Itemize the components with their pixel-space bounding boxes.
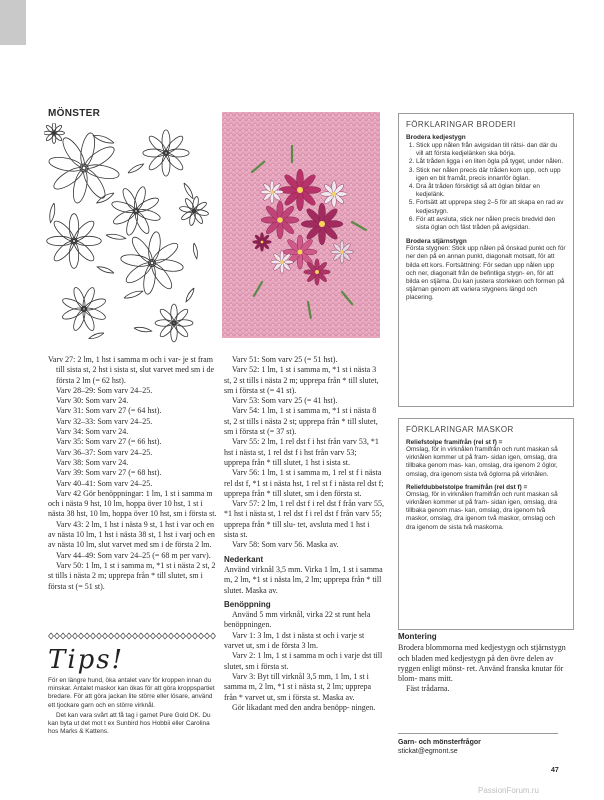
list-item: 3. Stick ner nålen precis där tråden kom upp, och upp igen en bit framåt, precis innanför öglan. xyxy=(416,167,566,183)
instructions-left-column xyxy=(48,355,218,592)
box-title: FÖRKLARINGAR MASKOR xyxy=(406,425,514,434)
diamond-mark xyxy=(139,633,144,639)
instruction-line: Varv 27: 2 lm, 1 hst i samma m och i var- je st fram till sista st, 2 hst i sista st, slut varvet med sm i de första 2 lm (= 62 hst). xyxy=(48,355,214,385)
diamond-mark xyxy=(169,633,174,639)
diamond-mark xyxy=(121,633,126,639)
diamond-mark xyxy=(127,633,132,639)
instruction-line: Varv 1: 3 lm, 1 dst i nästa st och i varje st varvet ut, sm i de första 3 lm. xyxy=(224,630,365,651)
stjarnstygn-text: Första stygnen: Stick upp nålen på önskad punkt och för ner den på en annan punkt, diagonalt motsatt, för att bilda ett kors. Fortsättning: För sedan upp nålen upp och ner, diagonalt från de befintliga stygn- en, för att bilda en stjärna. Du kan justera storleken och formen på stjärnan genom att variera stygnens längd och placering. xyxy=(406,245,566,302)
diagram-flower xyxy=(44,123,65,144)
embroidered-flower xyxy=(253,233,272,252)
subheading: Nederkant xyxy=(224,554,264,564)
term-title: Reliefdubbelstolpe framifrån (rel dst f) = xyxy=(406,483,528,491)
diamond-mark xyxy=(199,633,204,639)
embroidered-flower xyxy=(261,201,299,239)
diagram-leaf xyxy=(93,135,114,143)
instruction-line: Använd virknål 3,5 mm. Virka 1 lm, 1 st i samma m, 2 lm, *1 st i nästa lm, 2 lm; upprepa från * till slutet. Maska av. xyxy=(224,564,383,595)
embroidered-flower xyxy=(331,241,354,264)
instruction-line: Varv 55: 2 lm, 1 rel dst f i hst från varv 53, *1 hst i nästa st, 1 rel dst f i hst från varv 53; upprepa från * till slutet, 1 hst i sista st. xyxy=(224,437,379,467)
diamond-mark xyxy=(205,633,210,639)
diagram-leaf xyxy=(106,234,126,239)
tips-paragraph: Det kan vara svårt att få tag i garnet Pure Gold DK. Du kan byta ut det mot t ex Sunbird hos Hobbii eller Carolina hos Marks & Kattens. xyxy=(48,711,211,736)
montering-text: Brodera blommorna med kedjestygn och stjärnstygn och bladen med kedjestygn på den övre delen av ryggen enligt mönst- ret. Använd franska knutar för blom- mans mitt. xyxy=(398,643,566,684)
diagram-leaf xyxy=(124,291,143,298)
contact-section xyxy=(398,738,481,756)
instruction-line: Varv 38: Som varv 24. xyxy=(56,457,129,467)
embroidered-flower xyxy=(321,181,348,208)
diamond-mark xyxy=(133,633,138,639)
diagram-flower xyxy=(47,214,102,269)
instruction-line: Använd 5 mm virknål, virka 22 st runt hela benöppningen. xyxy=(224,610,371,630)
diamond-mark xyxy=(91,633,96,639)
contact-email: stickat@egmont.se xyxy=(398,748,458,755)
broderi-explanations-box xyxy=(398,113,574,407)
diagram-flower xyxy=(61,286,107,332)
diamond-mark xyxy=(193,633,198,639)
instruction-line: Varv 43: 2 lm, 1 hst i nästa 9 st, 1 hst i var och en av nästa 10 lm, 1 hst i nästa 38 st, 1 hst i varj och en av nästa 10 lm, slut varvet med sm i de första 2 lm. xyxy=(48,519,215,550)
section-title: MÖNSTER xyxy=(48,108,101,119)
subheading: Benöppning xyxy=(224,599,271,609)
stjarnstygn-title: Brodera stjärnstygn xyxy=(406,238,467,246)
diamond-mark xyxy=(187,633,192,639)
diamond-mark xyxy=(61,633,66,639)
list-item: 5. Fortsätt att upprepa steg 2–5 för att skapa en rad av kedjestygn. xyxy=(416,199,566,215)
tips-paragraph: För en längre hund, öka antalet varv för kroppen innan du minskar. Antalet maskor kan ökas för att göra kroppspartiet bredare. För att göra jackan lite större eller lösare, använd ett tjockare garn och en större virknål. xyxy=(48,677,215,709)
embroidered-flower xyxy=(261,181,284,204)
diagram-flower xyxy=(143,130,189,176)
diamond-mark xyxy=(79,633,84,639)
maskor-explanations-box xyxy=(398,418,574,630)
term-text: Omslag, för in virknålen framifrån och runt maskan så virknålen kommer ut på fram- sidan igen, omslag, dra tillbaka genom mas- kan, omslag, dra igenom 2 öglor, omslag, dra igenom sista två öglorna på virknålen. xyxy=(406,446,558,478)
montering-title: Montering xyxy=(398,632,437,641)
diagram-leaf xyxy=(97,267,114,273)
diamond-mark xyxy=(211,633,216,639)
tips-text xyxy=(48,677,218,738)
diagram-flower xyxy=(120,231,184,295)
diagram-leaf xyxy=(184,183,193,199)
diamond-mark xyxy=(97,633,102,639)
instruction-line: Varv 50: 1 lm, 1 st i samma m, *1 st i nästa 2 st, 2 st tills i nästa 2 m; upprepa från * till slutet, sm i första st (= 51 st). xyxy=(48,560,216,591)
instruction-line: Varv 2: 1 lm, 1 st i samma m och i varje dst till slutet, sm i första st. xyxy=(224,651,383,671)
diagram-leaf xyxy=(50,203,55,223)
montering-last: Fäst trådarna. xyxy=(406,684,450,694)
instruction-line: Varv 42 Gör benöppningar: 1 lm, 1 st i samma m och i nästa 9 hst, 10 lm, hoppa över 10 hst, 1 st i nästa 38 hst, 10 lm, hoppa över 10 hst, sm i första st. xyxy=(48,488,217,519)
list-item: 6. För att avsluta, stick ner nålen precis bredvid den sista öglan och fäst tråden på avigsidan. xyxy=(416,216,566,232)
instruction-line: Gör likadant med den andra benöpp- ningen. xyxy=(232,702,376,712)
diamond-mark xyxy=(115,633,120,639)
diamond-mark xyxy=(67,633,72,639)
diamond-mark xyxy=(109,633,114,639)
decorative-diamond-border xyxy=(48,632,218,640)
diagram-flower xyxy=(111,186,162,237)
term-text: Omslag, för in virknålen framifrån och runt maskan så virknålen kommer ut på fram- sidan igen, omslag, dra tillbaka genom mas- kan, omslag, dra igenom två maskor, omslag, dra igenom två maskor, omslag och dra igenom de sista två maskorna. xyxy=(406,490,558,531)
diagram-leaf xyxy=(186,288,194,302)
instruction-line: Varv 35: Som varv 27 (= 66 hst). xyxy=(56,437,162,447)
diamond-mark xyxy=(175,633,180,639)
instruction-line: Varv 51: Som varv 25 (= 51 hst). xyxy=(232,355,338,364)
diamond-mark xyxy=(85,633,90,639)
list-item: 4. Dra åt tråden försiktigt så att öglan bildar en kedjelänk. xyxy=(416,183,566,199)
instruction-line: Varv 40–41: Som varv 24–25. xyxy=(56,478,153,488)
instruction-line: Varv 54: 1 lm, 1 st i samma m, *1 st i nästa 8 st, 2 st tills i nästa 2 st; upprepa från * till slutet, sm i första st (= 37 st). xyxy=(224,406,378,437)
corner-stripe xyxy=(0,0,26,45)
diagram-leaf xyxy=(193,243,197,259)
instruction-line: Varv 36–37: Som varv 24–25. xyxy=(56,447,153,457)
instruction-line: Varv 58: Som varv 56. Maska av. xyxy=(232,540,339,550)
embroidered-flower xyxy=(301,203,343,245)
diamond-mark xyxy=(55,633,60,639)
embroidered-flower xyxy=(304,259,331,286)
instruction-line: Varv 34: Som varv 24. xyxy=(56,427,129,437)
diagram-leaf xyxy=(89,333,104,339)
watermark: PassionForum.ru xyxy=(478,786,539,795)
instruction-line: Varv 31: Som varv 27 (= 64 hst). xyxy=(56,406,162,416)
instruction-line: Varv 30: Som varv 24. xyxy=(56,396,129,406)
page-number: 47 xyxy=(551,767,559,774)
list-item: 1. Stick upp nålen från avigsidan till rätsi- dan där du vill att första kedjelänken ska börja. xyxy=(416,142,566,158)
diagram-flower xyxy=(155,304,193,342)
instructions-middle-column xyxy=(224,355,384,713)
embroidered-flower xyxy=(279,169,321,211)
kedjestygn-steps xyxy=(406,142,566,232)
diagram-flower xyxy=(179,196,209,226)
diamond-mark xyxy=(145,633,150,639)
instruction-line: Varv 56: 1 lm, 1 st i samma m, 1 rel st f i nästa rel dst f, *1 st i nästa hst, 1 rel st f i nästa rel dst f; upprepa från * till slutet, sm i den första st. xyxy=(224,468,384,498)
diamond-mark xyxy=(157,633,162,639)
embroidered-flower xyxy=(271,251,294,274)
instruction-line: Varv 44–49: Som varv 24–25 (= 68 m per varv). xyxy=(56,550,211,560)
diamond-mark xyxy=(181,633,186,639)
montering-section xyxy=(398,632,572,695)
instruction-line: Varv 52: 1 lm, 1 st i samma m, *1 st i nästa 3 st, 2 st tills i nästa 2 m; upprepa från * till slutet, sm i första st (= 41 st). xyxy=(224,365,379,395)
diamond-mark xyxy=(49,633,54,639)
instruction-line: Varv 28–29: Som varv 24–25. xyxy=(56,385,153,395)
diamond-mark xyxy=(163,633,168,639)
instruction-line: Varv 57: 2 lm, 1 rel dst f i rel dst f från varv 55, *1 hst i nästa st, 1 rel dst f i rel dst f från varv 55; upprepa från * till slu- tet, avsluta med 1 hst i sista st. xyxy=(224,499,384,540)
embroidery-pattern-diagram xyxy=(44,123,210,345)
tips-title: Tips! xyxy=(48,645,125,675)
divider xyxy=(398,733,558,734)
list-item: 2. Låt tråden ligga i en liten ögla på tyget, under nålen. xyxy=(416,158,566,166)
instruction-line: Varv 53: Som varv 25 (= 41 hst). xyxy=(232,396,338,406)
diamond-mark xyxy=(73,633,78,639)
diamond-mark xyxy=(103,633,108,639)
box-title: FÖRKLARINGAR BRODERI xyxy=(406,120,516,129)
instruction-line: Varv 32–33: Som varv 24–25. xyxy=(56,416,153,426)
diagram-leaf xyxy=(134,327,152,332)
instruction-line: Varv 3: Byt till virknål 3,5 mm, 1 lm, 1 st i samma m, 2 lm, *1 st i nästa st, 2 lm; upprepa från * varvet ut, sm i första st. Maska av. xyxy=(224,671,372,702)
contact-title: Garn- och mönsterfrågor xyxy=(398,739,481,746)
embroidery-photo xyxy=(222,112,380,338)
term-title: Reliefstolpe framifrån (rel st f) = xyxy=(406,439,503,446)
kedjestygn-title: Brodera kedjestygn xyxy=(406,134,466,141)
diamond-mark xyxy=(151,633,156,639)
instruction-line: Varv 39: Som varv 27 (= 68 hst). xyxy=(56,468,162,478)
diagram-leaf xyxy=(128,164,144,173)
